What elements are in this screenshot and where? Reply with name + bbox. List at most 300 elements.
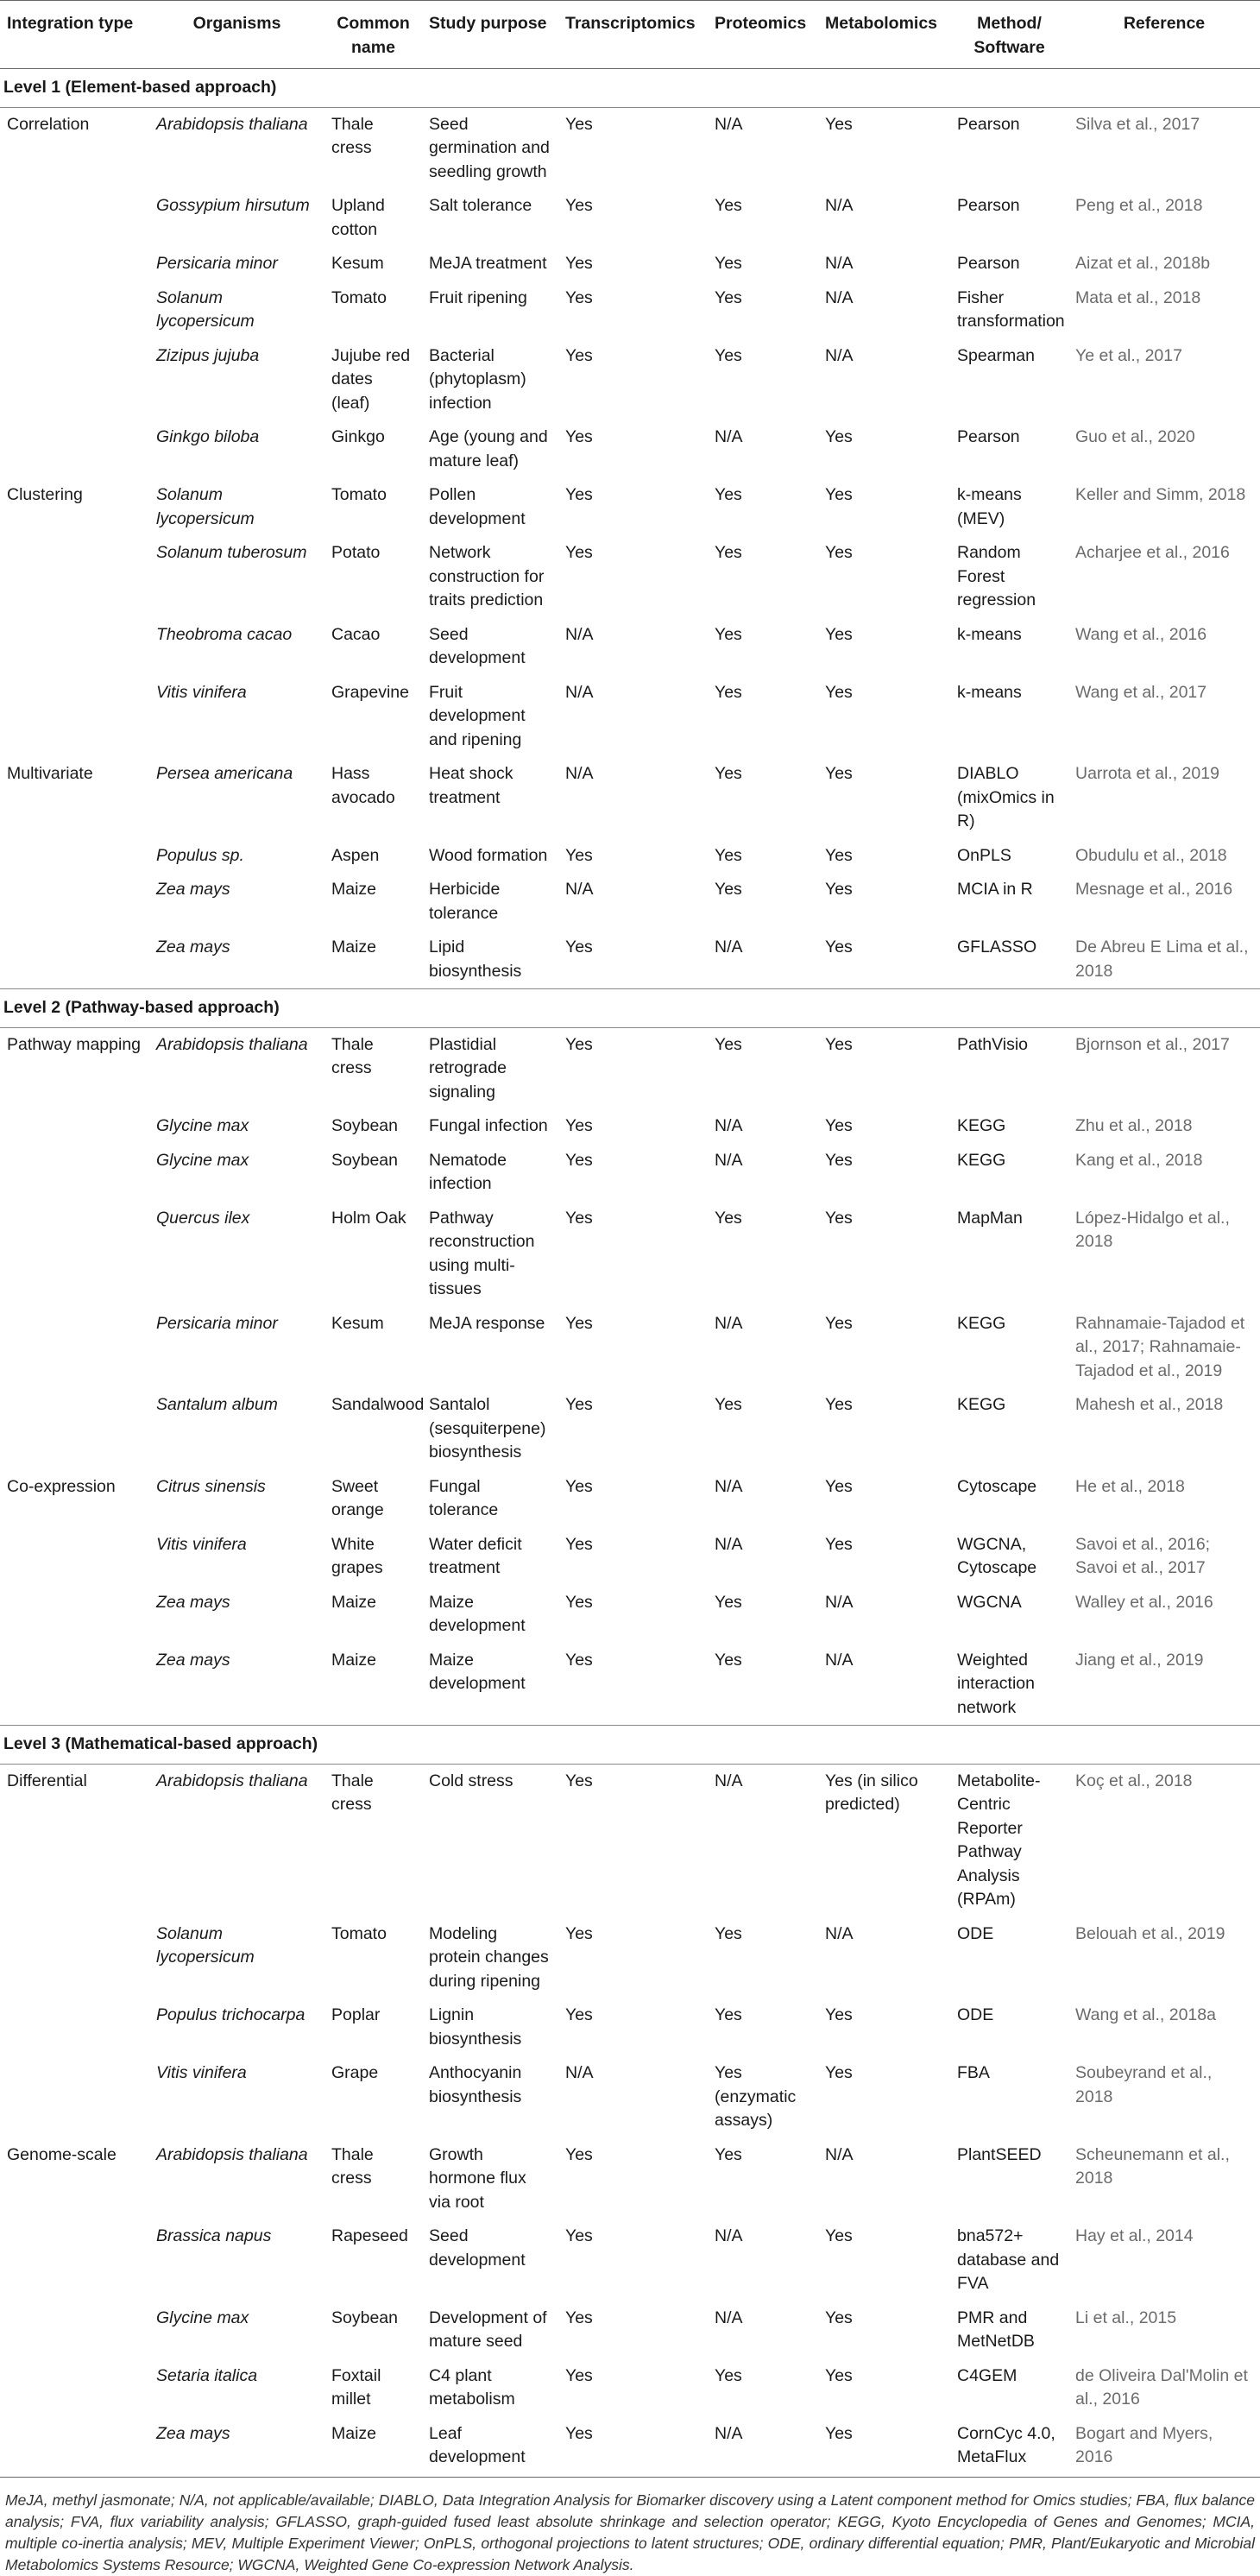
cell-study-purpose: Santalol (sesquiterpene) biosynthesis <box>429 1395 546 1462</box>
cell-method-software: ODE <box>957 1923 994 1943</box>
cell-transcriptomics: N/A <box>565 880 594 899</box>
cell-metabolomics: Yes <box>825 2005 853 2024</box>
cell-study-purpose: Lignin biosynthesis <box>429 2005 522 2049</box>
cell-common-name: Ginkgo <box>331 427 385 446</box>
cell-organism: Quercus ilex <box>156 1208 250 1228</box>
table-row <box>0 107 1260 189</box>
table-row <box>0 1144 1260 1202</box>
cell-metabolomics: Yes <box>825 1395 853 1414</box>
cell-method-software: k-means <box>957 682 1022 702</box>
cell-proteomics: Yes <box>715 845 742 865</box>
cell-reference: López-Hidalgo et al., 2018 <box>1075 1208 1230 1251</box>
cell-organism: Glycine max <box>156 1116 249 1135</box>
cell-proteomics: N/A <box>715 1476 743 1496</box>
cell-metabolomics: Yes <box>825 764 853 783</box>
cell-proteomics: Yes <box>715 254 742 273</box>
cell-integration-type <box>0 1109 149 1144</box>
cell-organism: Arabidopsis thaliana <box>156 114 308 134</box>
cell-study-purpose: Maize development <box>429 1650 526 1693</box>
cell-organism: Arabidopsis thaliana <box>156 1034 308 1054</box>
cell-proteomics: N/A <box>715 2226 743 2245</box>
cell-common-name: Soybean <box>331 2308 398 2327</box>
cell-common-name: Maize <box>324 2417 422 2478</box>
cell-organism: Setaria italica <box>156 2365 258 2385</box>
cell-transcriptomics: Yes <box>565 287 593 307</box>
cell-reference: Uarrota et al., 2019 <box>1075 764 1219 783</box>
cell-method-software: WGCNA <box>957 1592 1022 1612</box>
cell-study-purpose: Seed development <box>429 2226 526 2270</box>
cell-reference: de Oliveira Dal'Molin et al., 2016 <box>1075 2365 1248 2409</box>
table-row <box>0 2056 1260 2138</box>
cell-metabolomics: N/A <box>825 1650 854 1670</box>
cell-organism: Zea mays <box>156 1592 230 1612</box>
table-row <box>0 757 1260 839</box>
cell-transcriptomics: Yes <box>565 2226 593 2245</box>
cell-transcriptomics: Yes <box>565 196 593 215</box>
table-row <box>0 1202 1260 1307</box>
cell-method-software: GFLASSO <box>957 938 1037 957</box>
cell-transcriptomics: Yes <box>565 427 593 446</box>
cell-proteomics: Yes <box>715 287 742 307</box>
cell-common-name: White grapes <box>331 1534 383 1577</box>
cell-method-software: PlantSEED <box>957 2144 1042 2164</box>
header-proteomics: Proteomics <box>708 1 818 69</box>
table-row <box>0 1764 1260 1917</box>
header-study-purpose: Study purpose <box>422 1 558 69</box>
cell-organism: Persicaria minor <box>156 1313 278 1333</box>
cell-proteomics: Yes <box>715 543 742 562</box>
cell-proteomics: Yes <box>715 1034 742 1054</box>
cell-common-name: Tomato <box>331 1923 387 1943</box>
cell-method-software: Pearson <box>957 196 1020 215</box>
cell-integration-type <box>0 931 149 989</box>
cell-study-purpose: Seed germination and seedling growth <box>429 114 550 181</box>
cell-reference: Hay et al., 2014 <box>1075 2226 1194 2245</box>
cell-organism: Vitis vinifera <box>156 1534 247 1554</box>
cell-metabolomics: Yes <box>825 2226 853 2245</box>
cell-metabolomics: Yes <box>825 1034 853 1054</box>
cell-study-purpose: Salt tolerance <box>429 196 532 215</box>
cell-proteomics: N/A <box>715 1534 743 1554</box>
cell-reference: Rahnamaie-Tajadod et al., 2017; Rahnamaie-Tajadod et al., 2019 <box>1075 1313 1245 1380</box>
cell-metabolomics: Yes <box>825 682 853 702</box>
cell-method-software: Spearman <box>957 345 1035 365</box>
cell-proteomics: N/A <box>715 427 743 446</box>
cell-integration-type <box>0 2056 149 2138</box>
cell-study-purpose: Leaf development <box>422 2417 558 2478</box>
table-row <box>0 281 1260 339</box>
cell-reference: Li et al., 2015 <box>1075 2308 1177 2327</box>
cell-organism: Brassica napus <box>156 2226 272 2245</box>
cell-metabolomics: Yes <box>825 1313 853 1333</box>
cell-transcriptomics: Yes <box>565 1476 593 1496</box>
table-row <box>0 189 1260 247</box>
cell-organism: Gossypium hirsutum <box>156 196 310 215</box>
cell-integration-type <box>0 2301 149 2359</box>
table-row <box>0 1470 1260 1528</box>
cell-reference: Bjornson et al., 2017 <box>1075 1034 1230 1054</box>
cell-proteomics: N/A <box>715 1116 743 1135</box>
cell-common-name: Aspen <box>331 845 380 865</box>
header-method-software: Method/ Software <box>950 1 1068 69</box>
cell-transcriptomics: Yes <box>565 1592 593 1612</box>
cell-study-purpose: C4 plant metabolism <box>429 2365 515 2409</box>
table-row <box>0 1109 1260 1144</box>
cell-reference: Zhu et al., 2018 <box>1075 1116 1193 1135</box>
cell-transcriptomics: Yes <box>565 938 593 957</box>
cell-reference: Kang et al., 2018 <box>1075 1150 1203 1170</box>
cell-proteomics: Yes <box>715 1650 742 1670</box>
table-row <box>0 420 1260 478</box>
cell-organism: Ginkgo biloba <box>156 427 260 446</box>
cell-common-name: Soybean <box>331 1116 398 1135</box>
cell-method-software: Random Forest regression <box>957 543 1036 609</box>
cell-organism: Solanum lycopersicum <box>156 287 255 331</box>
cell-transcriptomics: Yes <box>565 2144 593 2164</box>
table-row <box>0 618 1260 676</box>
cell-transcriptomics: N/A <box>565 624 594 644</box>
cell-organism: Glycine max <box>156 1150 249 1170</box>
cell-proteomics: N/A <box>715 938 743 957</box>
cell-reference: Acharjee et al., 2016 <box>1075 543 1230 562</box>
cell-transcriptomics: Yes <box>565 114 593 134</box>
cell-organism: Zea mays <box>149 2417 324 2478</box>
cell-organism: Santalum album <box>156 1395 278 1414</box>
cell-study-purpose: Growth hormone flux via root <box>429 2144 526 2212</box>
cell-proteomics: Yes <box>715 1923 742 1943</box>
cell-method-software: KEGG <box>957 1150 1006 1170</box>
cell-organism: Zea mays <box>156 938 230 957</box>
cell-method-software: KEGG <box>957 1116 1006 1135</box>
cell-proteomics: Yes <box>715 682 742 702</box>
cell-integration-type <box>0 2359 149 2417</box>
cell-organism: Solanum tuberosum <box>156 543 307 562</box>
cell-study-purpose: MeJA response <box>429 1313 545 1333</box>
table-footnote: MeJA, methyl jasmonate; N/A, not applicable/available; DIABLO, Data Integration Analysis for Biomarker discovery using a Latent component method for Omics studies; FBA, flux balance analysis; FVA, flux variability analysis; GFLASSO, graph-guided fused least absolute shrinkage and selection operator; KEGG, Kyoto Encyclopedia of Genes and Genomes; MCIA, multiple co-inertia analysis; MEV, Multiple Experiment Viewer; OnPLS, orthogonal projections to latent structures; ODE, ordinary differential equation; PMR, Plant/Eukaryotic and Microbial Metabolomics Systems Resource; WGCNA, Weighted Gene Co-expression Network Analysis. <box>5 2491 1255 2573</box>
cell-proteomics: Yes <box>715 880 742 899</box>
header-reference: Reference <box>1068 1 1260 69</box>
cell-transcriptomics: Yes <box>565 2365 593 2385</box>
cell-integration-type <box>0 1917 149 1999</box>
cell-study-purpose: Wood formation <box>429 845 548 865</box>
level-header-row <box>0 989 1260 1028</box>
cell-reference: Wang et al., 2018a <box>1075 2005 1216 2024</box>
cell-transcriptomics: Yes <box>565 1313 593 1333</box>
cell-common-name: Foxtail millet <box>331 2365 381 2409</box>
cell-common-name: Thale cress <box>331 114 374 157</box>
cell-method-software: k-means (MEV) <box>957 485 1022 528</box>
cell-metabolomics: Yes <box>825 114 853 134</box>
table-row <box>0 1388 1260 1470</box>
cell-study-purpose: Anthocyanin biosynthesis <box>429 2063 522 2106</box>
cell-common-name: Thale cress <box>331 2144 374 2188</box>
level-header-row <box>0 69 1260 108</box>
cell-integration-type <box>0 1202 149 1307</box>
table-row <box>0 2359 1260 2417</box>
cell-common-name: Soybean <box>331 1150 398 1170</box>
cell-organism: Glycine max <box>156 2308 249 2327</box>
cell-metabolomics: Yes <box>825 2365 853 2385</box>
cell-organism: Zizipus jujuba <box>156 345 260 365</box>
cell-metabolomics: N/A <box>825 345 854 365</box>
cell-integration-type <box>0 1528 149 1586</box>
table-row <box>0 339 1260 421</box>
cell-study-purpose: Nematode infection <box>429 1150 507 1193</box>
cell-common-name: Sweet orange <box>331 1476 384 1519</box>
cell-proteomics: N/A <box>715 1313 743 1333</box>
cell-reference: Bogart and Myers, 2016 <box>1068 2417 1260 2478</box>
cell-common-name: Upland cotton <box>331 196 385 239</box>
cell-reference: Jiang et al., 2019 <box>1075 1650 1204 1670</box>
level-title: Level 1 (Element-based approach) <box>0 69 1260 108</box>
table-row <box>0 1027 1260 1109</box>
cell-metabolomics: Yes <box>825 880 853 899</box>
cell-integration-type <box>0 420 149 478</box>
cell-method-software: KEGG <box>957 1313 1006 1333</box>
cell-study-purpose: Herbicide tolerance <box>429 880 501 923</box>
table-row <box>0 931 1260 989</box>
cell-organism: Zea mays <box>156 880 230 899</box>
cell-organism: Arabidopsis thaliana <box>156 2144 308 2164</box>
cell-common-name: Maize <box>331 1592 377 1612</box>
cell-metabolomics: Yes <box>825 543 853 562</box>
cell-proteomics: N/A <box>715 1771 743 1790</box>
cell-reference: Koç et al., 2018 <box>1075 1771 1193 1790</box>
cell-transcriptomics: Yes <box>565 1150 593 1170</box>
table-row <box>0 676 1260 758</box>
cell-common-name: Thale cress <box>331 1034 374 1077</box>
cell-reference: Wang et al., 2017 <box>1075 682 1207 702</box>
cell-metabolomics: N/A <box>825 1592 854 1612</box>
cell-integration-type: Multivariate <box>7 764 93 783</box>
cell-metabolomics: Yes <box>825 1116 853 1135</box>
cell-transcriptomics: Yes <box>565 1771 593 1790</box>
cell-proteomics: Yes <box>715 2365 742 2385</box>
cell-method-software: Cytoscape <box>957 1476 1037 1496</box>
cell-integration-type <box>0 1586 149 1644</box>
cell-study-purpose: Network construction for traits prediction <box>429 543 545 609</box>
cell-proteomics: Yes <box>715 764 742 783</box>
cell-integration-type <box>0 247 149 281</box>
table-row <box>0 2219 1260 2301</box>
cell-integration-type <box>0 839 149 874</box>
cell-integration-type <box>0 1388 149 1470</box>
cell-integration-type <box>0 281 149 339</box>
cell-reference: Mahesh et al., 2018 <box>1075 1395 1224 1414</box>
cell-transcriptomics: Yes <box>558 2417 708 2478</box>
cell-study-purpose: Heat shock treatment <box>429 764 513 807</box>
cell-metabolomics: Yes (in silico predicted) <box>825 1771 918 1814</box>
cell-transcriptomics: Yes <box>565 254 593 273</box>
cell-study-purpose: MeJA treatment <box>429 254 547 273</box>
cell-study-purpose: Plastidial retrograde signaling <box>429 1034 507 1102</box>
cell-integration-type <box>0 1307 149 1389</box>
cell-reference: Soubeyrand et al., 2018 <box>1075 2063 1213 2106</box>
cell-method-software: KEGG <box>957 1395 1006 1414</box>
cell-transcriptomics: Yes <box>565 543 593 562</box>
cell-study-purpose: Pathway reconstruction using multi-tissues <box>429 1208 535 1298</box>
cell-proteomics: Yes <box>715 1592 742 1612</box>
cell-organism: Populus trichocarpa <box>156 2005 306 2024</box>
cell-transcriptomics: N/A <box>565 764 594 783</box>
cell-method-software: Pearson <box>957 254 1020 273</box>
cell-reference: Guo et al., 2020 <box>1075 427 1195 446</box>
cell-method-software: Pearson <box>957 114 1020 134</box>
cell-reference: Scheunemann et al., 2018 <box>1075 2144 1230 2188</box>
cell-organism: Persea americana <box>156 764 293 783</box>
cell-metabolomics: Yes <box>825 1208 853 1228</box>
cell-common-name: Kesum <box>331 254 384 273</box>
cell-integration-type <box>0 1644 149 1726</box>
cell-method-software: CornCyc 4.0, MetaFlux <box>950 2417 1068 2478</box>
cell-method-software: DIABLO (mixOmics in R) <box>957 764 1055 830</box>
level-title: Level 3 (Mathematical-based approach) <box>0 1726 1260 1765</box>
cell-transcriptomics: Yes <box>565 485 593 504</box>
cell-organism: Solanum lycopersicum <box>156 1923 255 1967</box>
cell-integration-type <box>0 1144 149 1202</box>
cell-common-name: Grapevine <box>331 682 409 702</box>
cell-organism: Citrus sinensis <box>156 1476 266 1496</box>
cell-metabolomics: N/A <box>825 196 854 215</box>
cell-integration-type <box>0 2219 149 2301</box>
cell-integration-type <box>0 536 149 618</box>
cell-organism: Vitis vinifera <box>156 2063 247 2082</box>
cell-reference: Wang et al., 2016 <box>1075 624 1207 644</box>
cell-transcriptomics: Yes <box>565 1116 593 1135</box>
cell-common-name: Tomato <box>331 287 387 307</box>
cell-common-name: Grape <box>331 2063 379 2082</box>
cell-metabolomics: N/A <box>825 287 854 307</box>
table-row <box>0 536 1260 618</box>
cell-metabolomics: Yes <box>825 427 853 446</box>
level-title: Level 2 (Pathway-based approach) <box>0 989 1260 1028</box>
cell-organism: Populus sp. <box>156 845 244 865</box>
cell-proteomics: Yes <box>715 345 742 365</box>
cell-transcriptomics: Yes <box>565 845 593 865</box>
cell-reference: Keller and Simm, 2018 <box>1075 485 1246 504</box>
cell-organism: Theobroma cacao <box>156 624 293 644</box>
cell-method-software: Metabolite-Centric Reporter Pathway Analysis (RPAm) <box>957 1771 1041 1909</box>
cell-study-purpose: Modeling protein changes during ripening <box>429 1923 549 1991</box>
cell-reference: Obudulu et al., 2018 <box>1075 845 1227 865</box>
table-row <box>0 478 1260 536</box>
cell-common-name: Maize <box>331 938 377 957</box>
cell-study-purpose: Fruit development and ripening <box>429 682 526 749</box>
table-row <box>0 2138 1260 2220</box>
cell-proteomics: N/A <box>715 1150 743 1170</box>
cell-study-purpose: Age (young and mature leaf) <box>429 427 548 470</box>
cell-metabolomics: N/A <box>825 254 854 273</box>
cell-metabolomics: N/A <box>825 1923 854 1943</box>
cell-method-software: Fisher transformation <box>957 287 1065 331</box>
cell-transcriptomics: N/A <box>565 2063 594 2082</box>
cell-method-software: MapMan <box>957 1208 1023 1228</box>
cell-study-purpose: Fungal infection <box>429 1116 548 1135</box>
cell-method-software: PathVisio <box>957 1034 1029 1054</box>
cell-study-purpose: Pollen development <box>429 485 526 528</box>
table-row <box>0 1998 1260 2056</box>
cell-integration-type <box>0 873 149 931</box>
table-row <box>0 1528 1260 1586</box>
cell-reference: Peng et al., 2018 <box>1075 196 1203 215</box>
cell-integration-type: Correlation <box>7 114 90 134</box>
cell-integration-type <box>0 676 149 758</box>
cell-study-purpose: Lipid biosynthesis <box>429 938 522 981</box>
cell-transcriptomics: Yes <box>565 1923 593 1943</box>
cell-proteomics: Yes <box>715 624 742 644</box>
cell-proteomics: Yes <box>715 2005 742 2024</box>
cell-reference: He et al., 2018 <box>1075 1476 1185 1496</box>
table-row <box>0 2301 1260 2359</box>
cell-reference: Silva et al., 2017 <box>1075 114 1200 134</box>
cell-proteomics: Yes <box>715 485 742 504</box>
cell-method-software: Pearson <box>957 427 1020 446</box>
table-row <box>0 839 1260 874</box>
cell-metabolomics: Yes <box>825 2063 853 2082</box>
cell-study-purpose: Maize development <box>429 1592 526 1635</box>
cell-metabolomics: Yes <box>825 2308 853 2327</box>
cell-study-purpose: Water deficit treatment <box>429 1534 522 1577</box>
cell-integration-type: Pathway mapping <box>7 1034 142 1054</box>
cell-integration-type <box>0 189 149 247</box>
table-header <box>0 1 1260 69</box>
cell-proteomics: Yes <box>715 2144 742 2164</box>
cell-method-software: PMR and MetNetDB <box>957 2308 1035 2351</box>
cell-transcriptomics: Yes <box>565 1395 593 1414</box>
cell-reference: Aizat et al., 2018b <box>1075 254 1211 273</box>
table-row <box>0 1586 1260 1644</box>
cell-proteomics: N/A <box>715 114 743 134</box>
cell-transcriptomics: Yes <box>565 1650 593 1670</box>
cell-metabolomics: Yes <box>825 1476 853 1496</box>
cell-metabolomics: Yes <box>825 485 853 504</box>
header-common-name: Common name <box>324 1 422 69</box>
cell-integration-type: Clustering <box>7 485 83 504</box>
cell-integration-type: Differential <box>7 1771 87 1790</box>
cell-study-purpose: Bacterial (phytoplasm) infection <box>429 345 526 413</box>
table-row <box>0 1644 1260 1726</box>
cell-study-purpose: Cold stress <box>429 1771 513 1790</box>
cell-metabolomics: Yes <box>825 938 853 957</box>
cell-method-software: C4GEM <box>957 2365 1017 2385</box>
cell-transcriptomics: Yes <box>565 1034 593 1054</box>
cell-proteomics: N/A <box>708 2417 818 2478</box>
cell-transcriptomics: Yes <box>565 1208 593 1228</box>
cell-study-purpose: Development of mature seed <box>429 2308 547 2351</box>
cell-metabolomics: Yes <box>825 845 853 865</box>
cell-metabolomics: Yes <box>825 624 853 644</box>
table-row <box>0 247 1260 281</box>
cell-common-name: Sandalwood <box>331 1395 425 1414</box>
header-integration-type: Integration type <box>0 1 149 69</box>
cell-method-software: WGCNA, Cytoscape <box>957 1534 1037 1577</box>
cell-common-name: Hass avocado <box>331 764 395 807</box>
table-row <box>0 1917 1260 1999</box>
cell-reference: De Abreu E Lima et al., 2018 <box>1075 938 1249 981</box>
cell-reference: Belouah et al., 2019 <box>1075 1923 1225 1943</box>
cell-transcriptomics: Yes <box>565 2308 593 2327</box>
cell-organism: Zea mays <box>156 1650 230 1670</box>
cell-metabolomics: N/A <box>825 2144 854 2164</box>
cell-common-name: Tomato <box>331 485 387 504</box>
cell-common-name: Rapeseed <box>331 2226 408 2245</box>
cell-integration-type <box>0 618 149 676</box>
cell-organism: Arabidopsis thaliana <box>156 1771 308 1790</box>
cell-common-name: Potato <box>331 543 381 562</box>
cell-method-software: bna572+ database and FVA <box>957 2226 1060 2293</box>
cell-reference: Mata et al., 2018 <box>1075 287 1201 307</box>
cell-reference: Ye et al., 2017 <box>1075 345 1182 365</box>
